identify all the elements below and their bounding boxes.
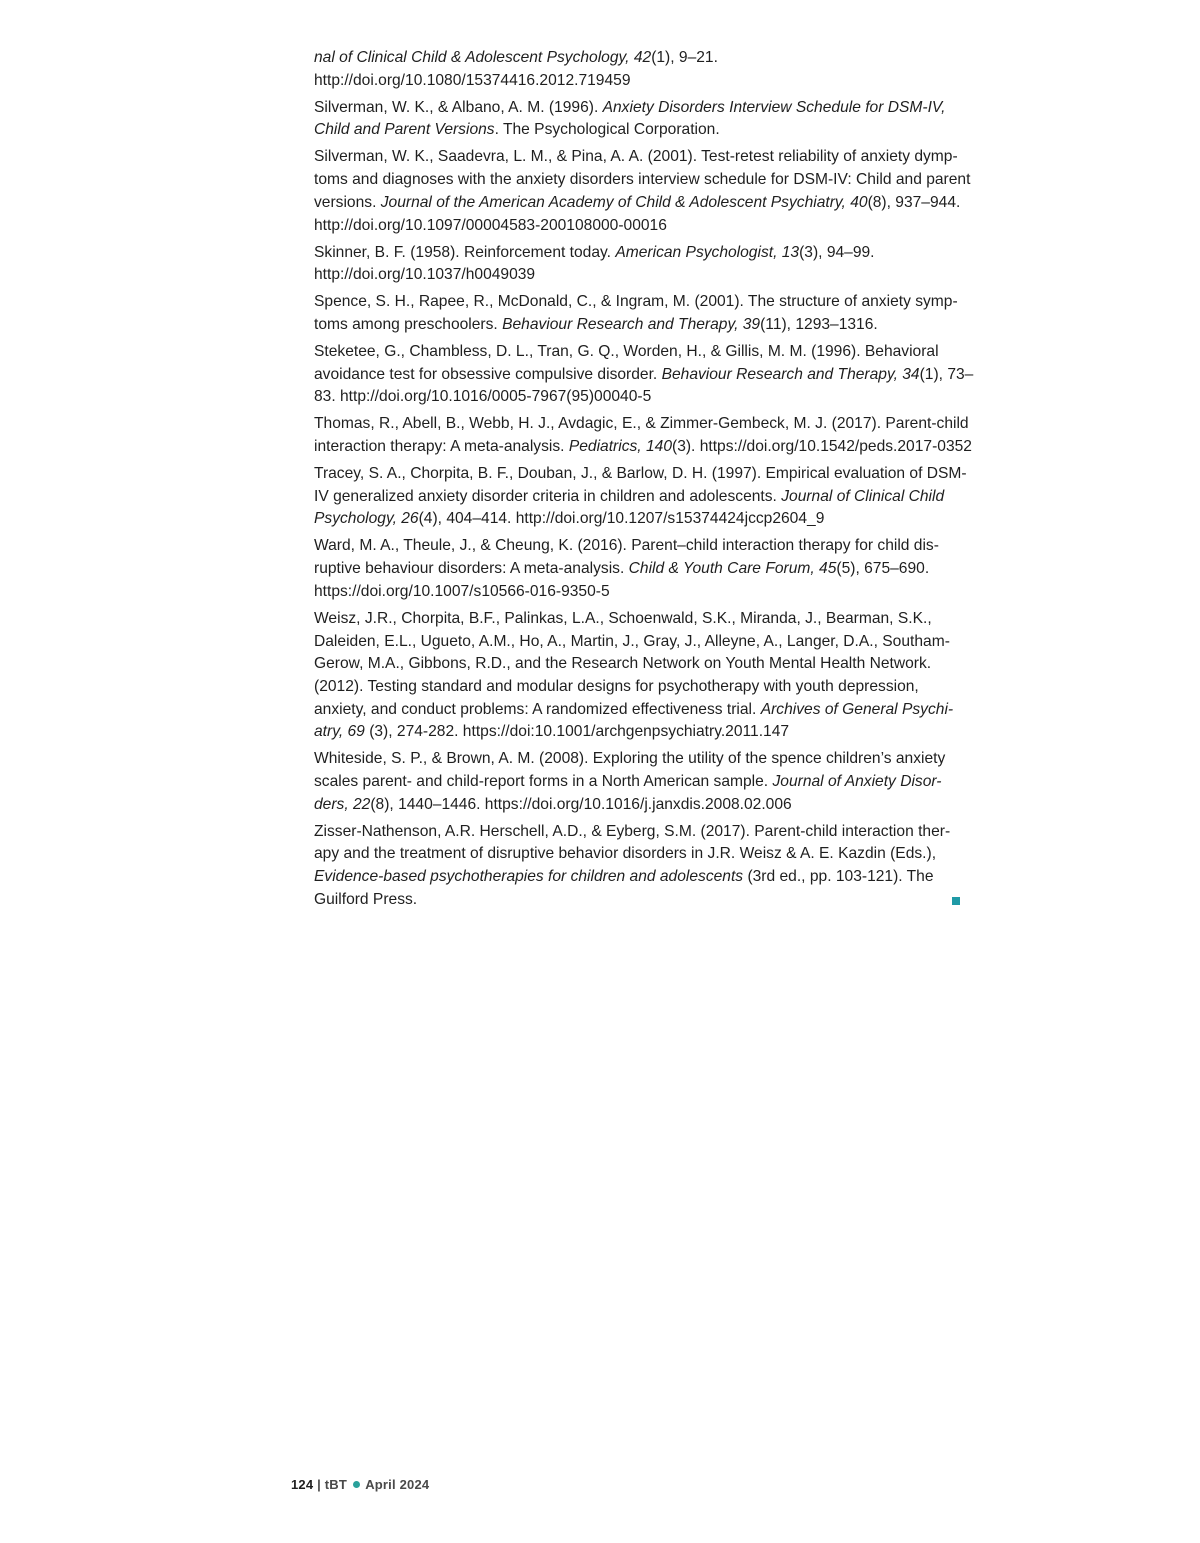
- reference-text: Thomas, R., Abell, B., Webb, H. J., Avdagic, E., & Zimmer-Gembeck, M. J. (2017). Parent-child interaction therapy: A meta-analysis.: [314, 415, 969, 456]
- reference-text: (3), 274-282. https://doi:10.1001/archgenpsychiatry.2011.147: [364, 723, 790, 741]
- reference-text: Weisz, J.R., Chorpita, B.F., Palinkas, L.A., Schoenwald, S.K., Miranda, J., Bearman, S.K., Daleiden, E.L., Ugueto, A.M., Ho, A., Martin, J., Gray, J., Alleyne, A., Langer, D.A., Southam-Gerow, M.A., Gibbons, R.D., and the Research Network on Youth Mental Health Network. (2012). Testing standard and modular designs for psychotherapy with youth depression, anxiety, and conduct problems: A randomized effectiveness trial.: [314, 609, 950, 718]
- reference-entry: [314, 47, 974, 92]
- reference-text: (4), 404–414. http://doi.org/10.1207/s15374424jccp2604_9: [418, 510, 825, 528]
- reference-entry: [314, 608, 974, 744]
- reference-text: Spence, S. H., Rapee, R., McDonald, C., & Ingram, M. (2001). The structure of anxiety symp-toms among preschoolers.: [314, 293, 958, 333]
- reference-italic-text: American Psychologist, 13: [615, 243, 800, 261]
- reference-italic-text: Pediatrics, 140: [568, 438, 672, 456]
- reference-text: Silverman, W. K., Saadevra, L. M., & Pina, A. A. (2001). Test-retest reliability of anxiety dymp-toms and diagnoses with the anxiety disorders interview schedule for DSM-IV: Child and parent versions.: [314, 148, 971, 211]
- reference-text: Whiteside, S. P., & Brown, A. M. (2008). Exploring the utility of the spence children’s anxiety scales parent- and child-report forms in a North American sample.: [314, 750, 946, 791]
- reference-entry: [314, 242, 974, 287]
- reference-text: (1), 9–21. http://doi.org/10.1080/15374416.2012.719459: [314, 49, 718, 89]
- reference-entry: [314, 463, 974, 531]
- reference-italic-text: Behaviour Research and Therapy, 34: [661, 365, 920, 383]
- reference-text: (8), 1440–1446. https://doi.org/10.1016/j.janxdis.2008.02.006: [370, 795, 792, 813]
- reference-italic-text: Child & Youth Care Forum, 45: [628, 560, 837, 578]
- reference-italic-text: Evidence-based psychotherapies for children and adolescents: [314, 868, 744, 886]
- reference-italic-text: Behaviour Research and Therapy, 39: [502, 315, 761, 333]
- reference-entry: [314, 821, 974, 912]
- page-footer: [291, 1477, 429, 1492]
- reference-text: Ward, M. A., Theule, J., & Cheung, K. (2016). Parent–child interaction therapy for child dis-ruptive behaviour disorders: A meta-analysis.: [314, 537, 939, 578]
- journal-name: tBT: [324, 1477, 348, 1492]
- reference-text: (3rd ed., pp. 103-121). The Guilford Press.: [314, 868, 934, 908]
- reference-text: Steketee, G., Chambless, D. L., Tran, G. Q., Worden, H., & Gillis, M. M. (1996). Behavioral avoidance test for obsessive compulsive disorder.: [314, 342, 939, 383]
- reference-entry: [314, 535, 974, 603]
- reference-text: Skinner, B. F. (1958). Reinforcement today.: [314, 243, 616, 261]
- reference-entry: [314, 97, 974, 142]
- footer-separator: |: [317, 1477, 321, 1492]
- reference-text: . The Psychological Corporation.: [494, 121, 720, 139]
- reference-entry: [314, 748, 974, 816]
- reference-text: (3), 94–99. http://doi.org/10.1037/h0049039: [314, 243, 875, 284]
- reference-italic-text: Anxiety Disorders Interview Schedule for DSM-IV, Child and Parent Versions: [314, 98, 946, 139]
- reference-text: Silverman, W. K., & Albano, A. M. (1996).: [314, 98, 603, 116]
- reference-text: (8), 937–944. http://doi.org/10.1097/00004583-200108000-00016: [314, 193, 961, 234]
- reference-italic-text: Journal of the American Academy of Child & Adolescent Psychiatry, 40: [380, 193, 868, 211]
- reference-entry: [314, 413, 974, 458]
- page-number: 124: [291, 1477, 314, 1492]
- reference-text: (5), 675–690. https://doi.org/10.1007/s10566-016-9350-5: [314, 560, 930, 600]
- reference-text: Tracey, S. A., Chorpita, B. F., Douban, J., & Barlow, D. H. (1997). Empirical evaluation of DSM-IV generalized anxiety disorder criteria in children and adolescents.: [314, 465, 967, 505]
- reference-entry: [314, 291, 974, 336]
- reference-text: (11), 1293–1316.: [760, 315, 878, 333]
- reference-text: (3). https://doi.org/10.1542/peds.2017-0352: [672, 438, 972, 456]
- reference-italic-text: Archives of General Psychi-atry, 69: [314, 700, 954, 741]
- reference-text: Zisser-Nathenson, A.R. Herschell, A.D., & Eyberg, S.M. (2017). Parent-child interaction ther-apy and the treatment of disruptive behavior disorders in J.R. Weisz & A. E. Kazdin (Eds.),: [314, 822, 951, 863]
- reference-text: (1), 73–83. http://doi.org/10.1016/0005-7967(95)00040-5: [314, 365, 974, 406]
- bullet-dot-icon: [353, 1481, 360, 1488]
- reference-italic-text: Journal of Anxiety Disor-ders, 22: [314, 773, 942, 813]
- reference-italic-text: nal of Clinical Child & Adolescent Psychology, 42: [314, 49, 652, 66]
- reference-italic-text: Journal of Clinical Child Psychology, 26: [314, 487, 945, 528]
- end-of-article-square-icon: [952, 897, 960, 905]
- reference-entry: [314, 146, 974, 237]
- reference-entry: [314, 341, 974, 409]
- reference-list: [314, 47, 974, 916]
- issue-date: April 2024: [365, 1477, 430, 1492]
